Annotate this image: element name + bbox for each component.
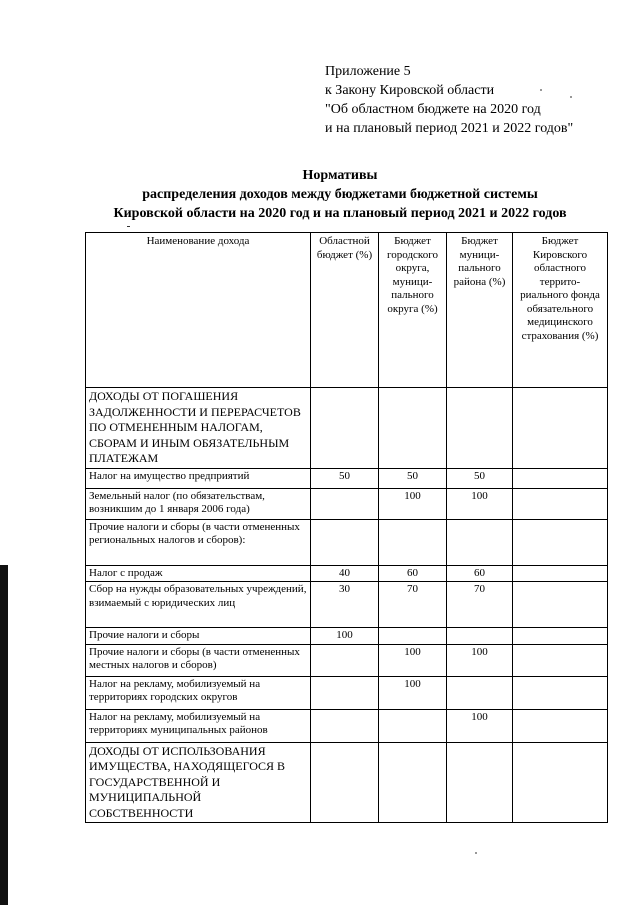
row-income-name: Прочие налоги и сборы [86, 628, 311, 645]
row-income-name: Земельный налог (по обязательствам, возникшим до 1 января 2006 года) [86, 488, 311, 519]
row-district-value [447, 628, 513, 645]
row-fund-value [513, 676, 608, 709]
row-city-value [379, 519, 447, 565]
row-fund-value [513, 565, 608, 582]
scan-speck [475, 852, 477, 854]
row-city-value: 60 [379, 565, 447, 582]
row-income-name: Прочие налоги и сборы (в части отмененных местных налогов и сборов) [86, 644, 311, 676]
table-row [86, 709, 608, 742]
row-fund-value [513, 628, 608, 645]
row-district-value [447, 388, 513, 469]
header-district-budget: Бюджет муници-пального района (%) [447, 233, 513, 388]
row-fund-value [513, 488, 608, 519]
row-district-value [447, 519, 513, 565]
row-regional-value [311, 709, 379, 742]
row-regional-value [311, 676, 379, 709]
row-city-value [379, 742, 447, 823]
row-district-value [447, 742, 513, 823]
title-line-3: Кировской области на 2020 год и на плановый период 2021 и 2022 годов [113, 206, 567, 221]
row-district-value [447, 676, 513, 709]
row-income-name: Прочие налоги и сборы (в части отмененных региональных налогов и сборов): [86, 519, 311, 565]
row-district-value: 60 [447, 565, 513, 582]
scan-speck [540, 89, 542, 91]
row-regional-value: 50 [311, 468, 379, 488]
row-regional-value: 30 [311, 582, 379, 628]
table-row [86, 468, 608, 488]
table-row [86, 519, 608, 565]
row-fund-value [513, 519, 608, 565]
document-title [40, 166, 640, 223]
table-row [86, 582, 608, 628]
appendix-note [325, 62, 625, 138]
table-row [86, 565, 608, 582]
row-city-value: 100 [379, 644, 447, 676]
row-district-value: 100 [447, 644, 513, 676]
table-row [86, 488, 608, 519]
row-income-name: Налог с продаж [86, 565, 311, 582]
row-regional-value: 40 [311, 565, 379, 582]
row-fund-value [513, 468, 608, 488]
row-income-name: Налог на имущество предприятий [86, 468, 311, 488]
table-row [86, 644, 608, 676]
table-row [86, 388, 608, 469]
header-city-budget: Бюджет городского округа, муници-пального округа (%) [379, 233, 447, 388]
row-city-value: 100 [379, 488, 447, 519]
scan-speck [570, 96, 572, 98]
appendix-line-3: "Об областном бюджете на 2020 год [325, 102, 541, 117]
scan-edge [0, 565, 8, 905]
scan-mark [127, 226, 130, 227]
row-district-value: 100 [447, 488, 513, 519]
appendix-line-1: Приложение 5 [325, 64, 411, 79]
row-fund-value [513, 388, 608, 469]
row-regional-value [311, 644, 379, 676]
row-city-value [379, 388, 447, 469]
appendix-line-4: и на плановый период 2021 и 2022 годов" [325, 121, 574, 136]
row-city-value [379, 709, 447, 742]
header-regional-budget: Областной бюджет (%) [311, 233, 379, 388]
title-line-1: Нормативы [302, 168, 378, 183]
revenue-distribution-table [85, 232, 608, 823]
row-fund-value [513, 709, 608, 742]
row-district-value: 50 [447, 468, 513, 488]
header-income-name: Наименование дохода [86, 233, 311, 388]
table-row [86, 676, 608, 709]
row-income-name: ДОХОДЫ ОТ ИСПОЛЬЗОВАНИЯ ИМУЩЕСТВА, НАХОДЯЩЕГОСЯ В ГОСУДАРСТВЕННОЙ И МУНИЦИПАЛЬНОЙ СОБСТВЕННОСТИ [86, 742, 311, 823]
row-city-value [379, 628, 447, 645]
row-regional-value [311, 388, 379, 469]
row-income-name: Налог на рекламу, мобилизуемый на территориях муниципальных районов [86, 709, 311, 742]
row-city-value: 100 [379, 676, 447, 709]
row-district-value: 70 [447, 582, 513, 628]
title-line-2: распределения доходов между бюджетами бюджетной системы [142, 187, 538, 202]
header-health-fund-budget: Бюджет Кировского областного террито-риального фонда обязательного медицинского страхования (%) [513, 233, 608, 388]
row-city-value: 50 [379, 468, 447, 488]
row-income-name: ДОХОДЫ ОТ ПОГАШЕНИЯ ЗАДОЛЖЕННОСТИ И ПЕРЕРАСЧЕТОВ ПО ОТМЕНЕННЫМ НАЛОГАМ, СБОРАМ И ИНЫМ ОБЯЗАТЕЛЬНЫМ ПЛАТЕЖАМ [86, 388, 311, 469]
row-income-name: Налог на рекламу, мобилизуемый на территориях городских округов [86, 676, 311, 709]
row-fund-value [513, 582, 608, 628]
table-row [86, 742, 608, 823]
row-regional-value: 100 [311, 628, 379, 645]
row-regional-value [311, 519, 379, 565]
row-fund-value [513, 742, 608, 823]
row-income-name: Сбор на нужды образовательных учреждений, взимаемый с юридических лиц [86, 582, 311, 628]
row-district-value: 100 [447, 709, 513, 742]
row-regional-value [311, 742, 379, 823]
appendix-line-2: к Закону Кировской области [325, 83, 495, 98]
table-row [86, 628, 608, 645]
row-city-value: 70 [379, 582, 447, 628]
row-fund-value [513, 644, 608, 676]
table-header-row [86, 233, 608, 388]
row-regional-value [311, 488, 379, 519]
